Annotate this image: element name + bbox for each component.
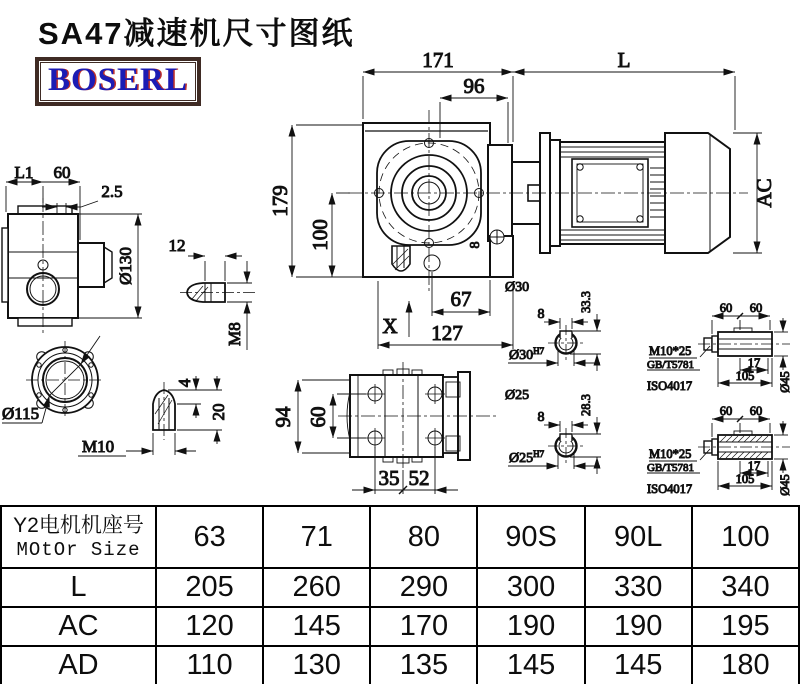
table-row — [1, 607, 799, 646]
dim-100: 100 — [308, 219, 332, 251]
label-iso-sd1: ISO4017 — [647, 379, 693, 393]
col-header: 90S — [477, 506, 584, 568]
page-title: SA47减速机尺寸图纸 — [38, 16, 355, 51]
dim-2_5: 2.5 — [101, 182, 123, 201]
label-d30: Ø30 — [505, 280, 530, 295]
table-cell: 145 — [585, 646, 692, 684]
motor-size-table — [0, 505, 800, 684]
label-bolt-sd1: M10*25 — [649, 344, 692, 358]
dim-L: L — [617, 48, 631, 72]
label-d25: Ø25 — [505, 388, 530, 403]
table-cell: 110 — [156, 646, 263, 684]
table-cell: 190 — [477, 607, 584, 646]
col-header: 90L — [585, 506, 692, 568]
table-cell: 180 — [692, 646, 799, 684]
dim-60a-sd1: 60 — [719, 301, 733, 315]
label-x-mark: X — [382, 314, 398, 338]
col-header: 80 — [370, 506, 477, 568]
dim-17-sd2: 17 — [747, 459, 761, 473]
table-cell: 290 — [370, 568, 477, 607]
header-en: MOtOr Size — [16, 538, 141, 561]
breather-plug — [490, 230, 504, 244]
table-cell: 205 — [156, 568, 263, 607]
brand-logo-text: BOSERL — [48, 62, 188, 98]
row-label: AD — [1, 646, 156, 684]
dim-127: 127 — [431, 321, 463, 345]
motor-size-header-cell — [1, 506, 156, 568]
dim-96: 96 — [463, 74, 485, 98]
dim-60-side: 60 — [53, 163, 71, 182]
label-iso-sd2: ISO4017 — [647, 482, 693, 496]
dim-key8-d30: 8 — [537, 307, 545, 322]
dim-35: 35 — [378, 466, 400, 490]
dim-105-sd1: 105 — [735, 369, 755, 383]
dim-dia45-sd1: Ø45 — [778, 371, 792, 393]
dim-179: 179 — [268, 185, 292, 217]
table-cell: 145 — [263, 607, 370, 646]
table-cell: 135 — [370, 646, 477, 684]
label-gb-sd1: GB/T5781 — [647, 359, 695, 371]
dim-171: 171 — [422, 48, 454, 72]
oil-plug — [392, 246, 410, 271]
dim-M8: M8 — [225, 322, 244, 346]
dim-key8-d25: 8 — [537, 410, 545, 425]
dim-60b-sd2: 60 — [749, 404, 763, 418]
dim-60-bottom: 60 — [306, 406, 330, 428]
dim-M10: M10 — [82, 437, 115, 456]
dim-12: 12 — [168, 236, 186, 255]
dim-94: 94 — [271, 406, 295, 428]
table-cell: 145 — [477, 646, 584, 684]
dim-28_3: 28.3 — [579, 394, 593, 416]
header-cn: Y2电机机座号 — [13, 514, 144, 538]
table-cell: 120 — [156, 607, 263, 646]
col-header: 71 — [263, 506, 370, 568]
dim-60b-sd1: 60 — [749, 301, 763, 315]
row-label: L — [1, 568, 156, 607]
row-label: AC — [1, 607, 156, 646]
label-d25H7: $Ø25^{H7}$ — [509, 449, 545, 466]
label-d30H7: $Ø30^{H7}$ — [509, 346, 545, 363]
table-cell: 190 — [585, 607, 692, 646]
table-header-row — [1, 506, 799, 568]
dim-52: 52 — [408, 466, 430, 490]
label-gb-sd2: GB/T5781 — [647, 462, 695, 474]
table-row — [1, 568, 799, 607]
table-cell: 195 — [692, 607, 799, 646]
table-cell: 340 — [692, 568, 799, 607]
dim-17-sd1: 17 — [747, 356, 761, 370]
dim-20: 20 — [209, 403, 228, 421]
dim-dia130: Ø130 — [116, 247, 135, 285]
dim-dia115: Ø115 — [2, 404, 40, 423]
dim-AC: AC — [752, 178, 776, 208]
dim-4: 4 — [175, 378, 194, 388]
dim-dia45-sd2: Ø45 — [778, 474, 792, 496]
dim-8-breather: 8 — [468, 241, 483, 249]
col-header: 100 — [692, 506, 799, 568]
label-bolt-sd2: M10*25 — [649, 447, 692, 461]
dim-L1: L1 — [14, 163, 34, 182]
table-cell: 330 — [585, 568, 692, 607]
table-cell: 170 — [370, 607, 477, 646]
table-row — [1, 646, 799, 684]
table-cell: 260 — [263, 568, 370, 607]
table-cell: 130 — [263, 646, 370, 684]
dim-60a-sd2: 60 — [719, 404, 733, 418]
dim-67: 67 — [450, 287, 472, 311]
dim-105-sd2: 105 — [735, 472, 755, 486]
table-cell: 300 — [477, 568, 584, 607]
main-view-gearbox-housing — [363, 123, 540, 277]
dim-33_3: 33.3 — [579, 291, 593, 313]
col-header: 63 — [156, 506, 263, 568]
